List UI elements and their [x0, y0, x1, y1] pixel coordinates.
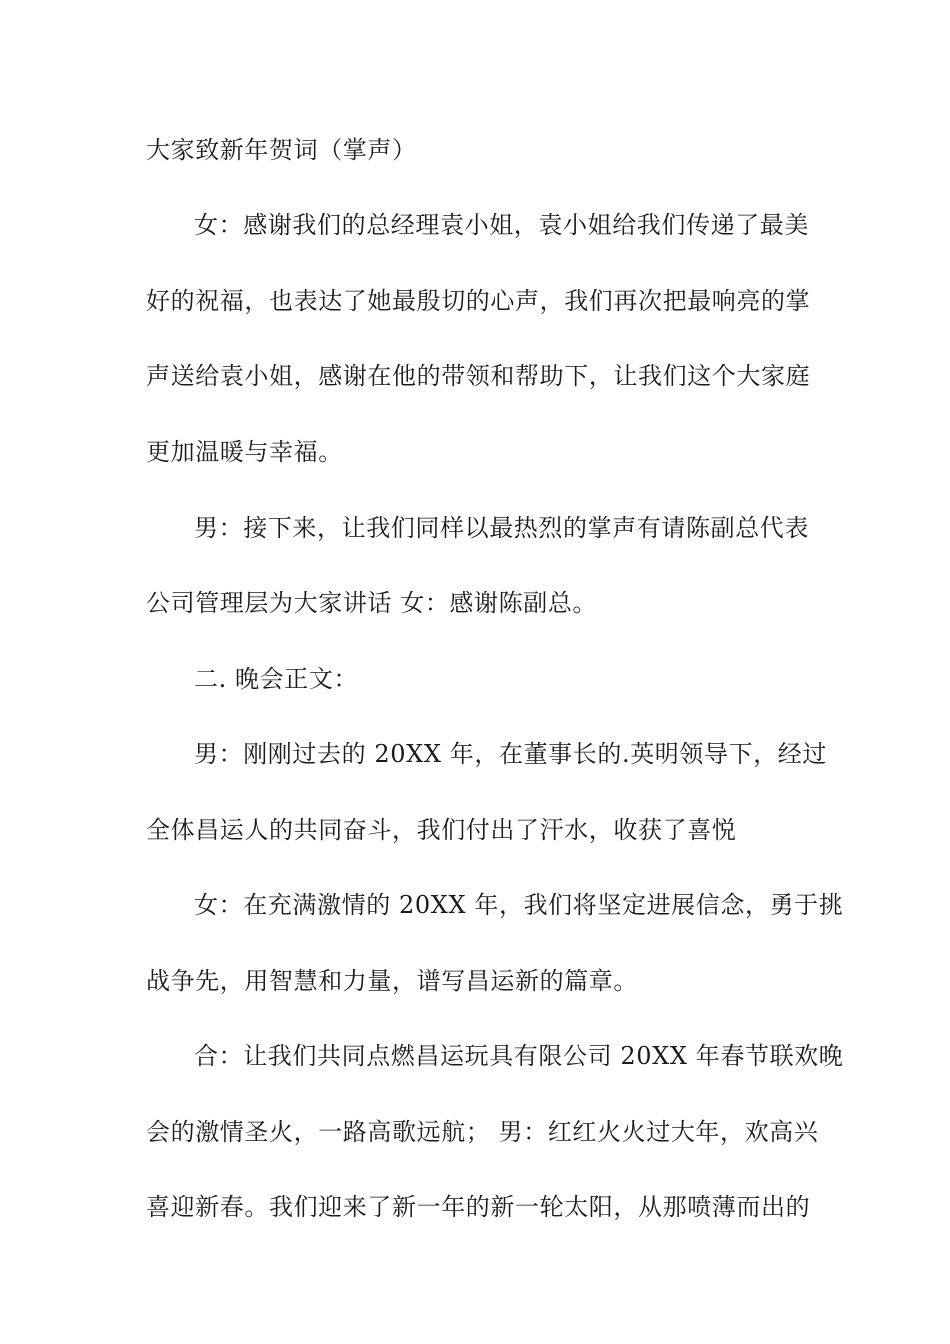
- text-line: 合：让我们共同点燃昌运玩具有限公司 20XX 年春节联欢晚: [194, 1042, 844, 1070]
- text-line: 大家致新年贺词（掌声）: [146, 136, 417, 164]
- text-line: 全体昌运人的共同奋斗，我们付出了汗水，收获了喜悦: [146, 816, 737, 844]
- text-line: 公司管理层为大家讲话 女：感谢陈副总。: [146, 589, 598, 617]
- text-line: 男：刚刚过去的 20XX 年，在董事长的.英明领导下，经过: [194, 740, 827, 768]
- text-line: 更加温暖与幸福。: [146, 438, 343, 466]
- text-line: 女：感谢我们的总经理袁小姐，袁小姐给我们传递了最美: [194, 211, 809, 239]
- text-line: 女：在充满激情的 20XX 年，我们将坚定进展信念，勇于挑: [194, 891, 844, 919]
- text-line: 喜迎新春。我们迎来了新一年的新一轮太阳，从那喷薄而出的: [146, 1193, 811, 1221]
- text-line: 好的祝福，也表达了她最殷切的心声，我们再次把最响亮的掌: [146, 287, 811, 315]
- section-heading: 二. 晚会正文：: [194, 665, 359, 693]
- text-line: 男：接下来，让我们同样以最热烈的掌声有请陈副总代表: [194, 514, 809, 542]
- text-line: 声送给袁小姐，感谢在他的带领和帮助下，让我们这个大家庭: [146, 362, 811, 390]
- text-line: 会的激情圣火，一路高歌远航； 男：红红火火过大年，欢高兴: [146, 1118, 819, 1146]
- text-line: 战争先，用智慧和力量，谱写昌运新的篇章。: [146, 967, 638, 995]
